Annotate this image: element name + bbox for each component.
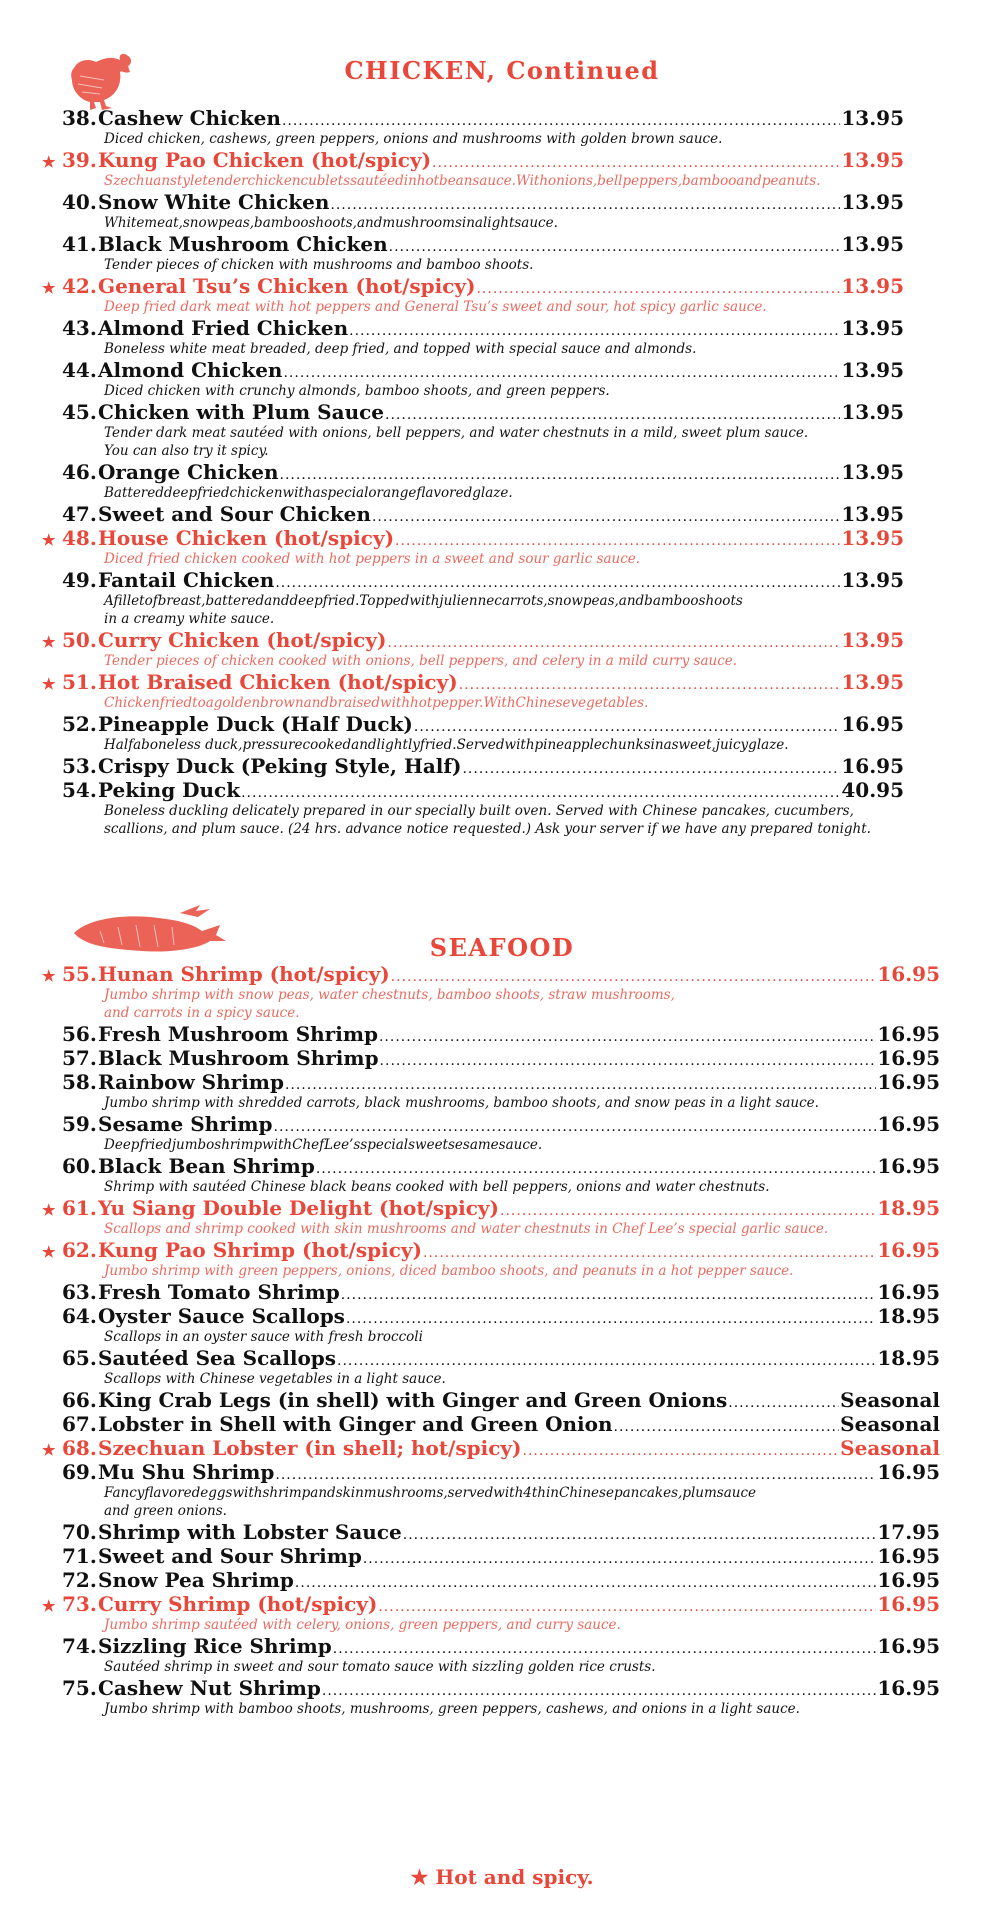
menu-item-description: Scallops and shrimp cooked with skin mushrooms and water chestnuts in Chef Lee’s special garlic sauce. bbox=[104, 1221, 829, 1237]
menu-item-price: Seasonal bbox=[840, 1436, 940, 1460]
menu-item bbox=[34, 190, 904, 232]
menu-item-row bbox=[34, 1154, 940, 1178]
menu-item-row bbox=[34, 778, 904, 802]
menu-item-name: Fresh Tomato Shrimp bbox=[98, 1280, 340, 1304]
menu-item-row bbox=[34, 1568, 940, 1592]
hot-spicy-star-icon: ★ bbox=[42, 967, 56, 985]
menu-item-number: 69. bbox=[62, 1460, 97, 1484]
hot-spicy-star-icon: ★ bbox=[42, 675, 56, 693]
hot-spicy-star-icon: ★ bbox=[42, 531, 56, 549]
menu-item-row bbox=[34, 1112, 940, 1136]
menu-item-description: Deep fried dark meat with hot peppers and General Tsu’s sweet and sour, hot spicy garlic sauce. bbox=[104, 299, 767, 315]
menu-item-row bbox=[34, 400, 904, 424]
menu-item bbox=[34, 1304, 940, 1346]
menu-item bbox=[34, 1436, 940, 1460]
hot-and-spicy-legend: ★ Hot and spicy. bbox=[410, 1865, 594, 1889]
menu-item-name: Crispy Duck (Peking Style, Half) bbox=[98, 754, 462, 778]
menu-item-description: Diced fried chicken cooked with hot peppers in a sweet and sour garlic sauce. bbox=[104, 551, 641, 567]
menu-item bbox=[34, 628, 904, 670]
menu-item-description: Jumbo shrimp with shredded carrots, black mushrooms, bamboo shoots, and snow peas in a light sauce. bbox=[104, 1095, 819, 1111]
menu-item bbox=[34, 106, 904, 148]
hot-spicy-star-icon: ★ bbox=[42, 1243, 56, 1261]
menu-item-price: 16.95 bbox=[841, 712, 904, 736]
menu-item-row bbox=[34, 754, 904, 778]
menu-item-number: 71. bbox=[62, 1544, 97, 1568]
menu-item-row bbox=[34, 1676, 940, 1700]
dot-leader bbox=[614, 1415, 840, 1439]
menu-item-price: 16.95 bbox=[877, 1112, 940, 1136]
menu-item-description: Afilletofbreast,batteredanddeepfried.Toppedwithjuliennecarrots,snowpeas,andbambooshoots in a creamy white sauce. bbox=[104, 593, 743, 627]
menu-item-number: 70. bbox=[62, 1520, 97, 1544]
menu-item-price: 16.95 bbox=[877, 1634, 940, 1658]
menu-item bbox=[34, 1280, 940, 1304]
menu-item-name: Cashew Nut Shrimp bbox=[98, 1676, 321, 1700]
menu-item-row bbox=[34, 1436, 940, 1460]
hot-spicy-star-icon: ★ bbox=[42, 633, 56, 651]
menu-item bbox=[34, 232, 904, 274]
menu-item bbox=[34, 712, 904, 754]
dot-leader bbox=[346, 1307, 876, 1331]
menu-item-price: 16.95 bbox=[877, 1070, 940, 1094]
menu-item-name: Chicken with Plum Sauce bbox=[98, 400, 385, 424]
menu-item-description: Diced chicken, cashews, green peppers, onions and mushrooms with golden brown sauce. bbox=[104, 131, 723, 147]
menu-item bbox=[34, 1154, 940, 1196]
menu-item-number: 73. bbox=[62, 1592, 97, 1616]
menu-item-name: Pineapple Duck (Half Duck) bbox=[98, 712, 413, 736]
menu-item-number: 66. bbox=[62, 1388, 97, 1412]
menu-item-row bbox=[34, 962, 940, 986]
menu-item bbox=[34, 1592, 940, 1634]
menu-item-description: Whitemeat,snowpeas,bambooshoots,andmushroomsinalightsauce. bbox=[104, 215, 558, 231]
menu-item-name: Kung Pao Chicken (hot/spicy) bbox=[98, 148, 432, 172]
menu-item-description: Scallops with Chinese vegetables in a light sauce. bbox=[104, 1371, 446, 1387]
menu-item-number: 54. bbox=[62, 778, 97, 802]
menu-item bbox=[34, 502, 904, 526]
menu-item-number: 47. bbox=[62, 502, 97, 526]
menu-item-number: 55. bbox=[62, 962, 97, 986]
menu-item-price: 13.95 bbox=[841, 232, 904, 256]
menu-item bbox=[34, 754, 904, 778]
chicken-menu-list bbox=[34, 106, 904, 838]
seafood-section-title: SEAFOOD bbox=[429, 933, 575, 962]
menu-item-name: Orange Chicken bbox=[98, 460, 279, 484]
menu-item-name: Curry Chicken (hot/spicy) bbox=[98, 628, 387, 652]
menu-item-row bbox=[34, 670, 904, 694]
menu-item bbox=[34, 1238, 940, 1280]
menu-item-name: Lobster in Shell with Ginger and Green Onion bbox=[98, 1412, 613, 1436]
menu-item-number: 58. bbox=[62, 1070, 97, 1094]
menu-item-description: Jumbo shrimp with bamboo shoots, mushrooms, green peppers, cashews, and onions in a light sauce. bbox=[104, 1701, 800, 1717]
menu-item-row bbox=[34, 1196, 940, 1220]
menu-item-row bbox=[34, 628, 904, 652]
menu-item-number: 41. bbox=[62, 232, 97, 256]
dot-leader bbox=[341, 1283, 877, 1307]
menu-item-price: 16.95 bbox=[877, 962, 940, 986]
dot-leader bbox=[380, 1049, 877, 1073]
menu-item-name: General Tsu’s Chicken (hot/spicy) bbox=[98, 274, 476, 298]
menu-item-number: 75. bbox=[62, 1676, 97, 1700]
menu-item-name: Sesame Shrimp bbox=[98, 1112, 273, 1136]
dot-leader bbox=[462, 757, 840, 781]
menu-item-row bbox=[34, 502, 904, 526]
menu-item-name: Szechuan Lobster (in shell; hot/spicy) bbox=[98, 1436, 522, 1460]
menu-item-number: 65. bbox=[62, 1346, 97, 1370]
menu-item-name: Hunan Shrimp (hot/spicy) bbox=[98, 962, 390, 986]
menu-item-name: Cashew Chicken bbox=[98, 106, 281, 130]
menu-item-row bbox=[34, 1520, 940, 1544]
menu-item-price: 17.95 bbox=[877, 1520, 940, 1544]
dot-leader bbox=[728, 1391, 839, 1415]
menu-item-row bbox=[34, 1592, 940, 1616]
menu-item-row bbox=[34, 712, 904, 736]
menu-item-row bbox=[34, 190, 904, 214]
menu-item-number: 64. bbox=[62, 1304, 97, 1328]
menu-item-name: Fresh Mushroom Shrimp bbox=[98, 1022, 378, 1046]
menu-item-number: 67. bbox=[62, 1412, 97, 1436]
menu-item bbox=[34, 962, 940, 1022]
hot-spicy-star-icon: ★ bbox=[42, 153, 56, 171]
menu-item-price: Seasonal bbox=[840, 1412, 940, 1436]
menu-item-description: Shrimp with sautéed Chinese black beans cooked with bell peppers, onions and water chestnuts. bbox=[104, 1179, 770, 1195]
menu-item bbox=[34, 1346, 940, 1388]
menu-item bbox=[34, 568, 904, 628]
menu-item-name: Curry Shrimp (hot/spicy) bbox=[98, 1592, 378, 1616]
menu-item-name: Rainbow Shrimp bbox=[98, 1070, 284, 1094]
menu-item-number: 60. bbox=[62, 1154, 97, 1178]
menu-item-price: 18.95 bbox=[877, 1346, 940, 1370]
menu-item-price: 13.95 bbox=[841, 526, 904, 550]
menu-item-price: 13.95 bbox=[841, 568, 904, 592]
menu-item-price: 16.95 bbox=[877, 1544, 940, 1568]
dot-leader bbox=[379, 1025, 876, 1049]
menu-item-name: Black Mushroom Chicken bbox=[98, 232, 388, 256]
menu-item-number: 61. bbox=[62, 1196, 97, 1220]
menu-item-row bbox=[34, 1634, 940, 1658]
menu-item-row bbox=[34, 316, 904, 340]
menu-item-row bbox=[34, 1022, 940, 1046]
menu-item-row bbox=[34, 274, 904, 298]
menu-item-row bbox=[34, 1346, 940, 1370]
menu-item-price: 16.95 bbox=[877, 1238, 940, 1262]
menu-item-name: Oyster Sauce Scallops bbox=[98, 1304, 345, 1328]
menu-item-price: 18.95 bbox=[877, 1196, 940, 1220]
menu-item-number: 56. bbox=[62, 1022, 97, 1046]
menu-item-price: 40.95 bbox=[841, 778, 904, 802]
menu-item-name: Sweet and Sour Shrimp bbox=[98, 1544, 362, 1568]
menu-item-description: Tender dark meat sautéed with onions, bell peppers, and water chestnuts in a mild, sweet plum sauce. You can also try it spicy. bbox=[104, 425, 809, 459]
menu-item-number: 63. bbox=[62, 1280, 97, 1304]
menu-item-description: Scallops in an oyster sauce with fresh broccoli bbox=[104, 1329, 423, 1345]
menu-item-number: 48. bbox=[62, 526, 97, 550]
menu-item-price: 16.95 bbox=[877, 1046, 940, 1070]
menu-item-number: 39. bbox=[62, 148, 97, 172]
menu-item-number: 45. bbox=[62, 400, 97, 424]
menu-item-price: 13.95 bbox=[841, 628, 904, 652]
menu-item-name: Almond Chicken bbox=[98, 358, 283, 382]
menu-item-price: 16.95 bbox=[841, 754, 904, 778]
menu-item-number: 53. bbox=[62, 754, 97, 778]
menu-item-number: 59. bbox=[62, 1112, 97, 1136]
menu-item-description: Jumbo shrimp with green peppers, onions, diced bamboo shoots, and peanuts in a hot pepper sauce. bbox=[104, 1263, 794, 1279]
menu-item-price: 13.95 bbox=[841, 502, 904, 526]
menu-item-price: 16.95 bbox=[877, 1280, 940, 1304]
menu-item bbox=[34, 460, 904, 502]
menu-item bbox=[34, 1022, 940, 1046]
hot-spicy-star-icon: ★ bbox=[42, 1441, 56, 1459]
seafood-menu-list bbox=[34, 962, 940, 1718]
menu-item bbox=[34, 1520, 940, 1544]
menu-item-description: Diced chicken with crunchy almonds, bamboo shoots, and green peppers. bbox=[104, 383, 610, 399]
menu-item-row bbox=[34, 568, 904, 592]
menu-item bbox=[34, 316, 904, 358]
menu-item-row bbox=[34, 1070, 940, 1094]
dot-leader bbox=[403, 1523, 877, 1547]
menu-item bbox=[34, 1196, 940, 1238]
hot-spicy-star-icon: ★ bbox=[42, 1597, 56, 1615]
menu-item-description: Chickenfriedtoagoldenbrownandbraisedwithhotpepper.WithChinesevegetables. bbox=[104, 695, 649, 711]
menu-item-price: 13.95 bbox=[841, 400, 904, 424]
menu-item-description: Fancyflavoredeggswithshrimpandskinmushrooms,servedwith4thinChinesepancakes,plumsauce and green onions. bbox=[104, 1485, 757, 1519]
menu-item-name: House Chicken (hot/spicy) bbox=[98, 526, 395, 550]
menu-item-price: 13.95 bbox=[841, 358, 904, 382]
menu-item-description: Sautéed shrimp in sweet and sour tomato sauce with sizzling golden rice crusts. bbox=[104, 1659, 656, 1675]
menu-item-description: DeepfriedjumboshrimpwithChefLee’sspecialsweetsesamesauce. bbox=[104, 1137, 543, 1153]
menu-item-row bbox=[34, 1544, 940, 1568]
menu-item-name: Kung Pao Shrimp (hot/spicy) bbox=[98, 1238, 422, 1262]
menu-item bbox=[34, 1460, 940, 1520]
menu-item bbox=[34, 1412, 940, 1436]
chicken-section-title: CHICKEN, Continued bbox=[344, 56, 660, 85]
menu-item-price: 13.95 bbox=[841, 670, 904, 694]
menu-item-row bbox=[34, 148, 904, 172]
menu-item bbox=[34, 526, 904, 568]
menu-item-row bbox=[34, 1304, 940, 1328]
dot-leader bbox=[523, 1439, 840, 1463]
menu-item-price: 16.95 bbox=[877, 1154, 940, 1178]
menu-item-name: Black Bean Shrimp bbox=[98, 1154, 315, 1178]
menu-item-name: King Crab Legs (in shell) with Ginger and Green Onions bbox=[98, 1388, 728, 1412]
menu-item-number: 44. bbox=[62, 358, 97, 382]
menu-item-row bbox=[34, 1388, 940, 1412]
menu-item-row bbox=[34, 1280, 940, 1304]
dot-leader bbox=[295, 1571, 876, 1595]
menu-item-name: Peking Duck bbox=[98, 778, 241, 802]
menu-item-description: Battereddeepfriedchickenwithaspecialorangeflavoredglaze. bbox=[104, 485, 513, 501]
menu-item-number: 74. bbox=[62, 1634, 97, 1658]
menu-item-name: Sweet and Sour Chicken bbox=[98, 502, 371, 526]
menu-item bbox=[34, 1388, 940, 1412]
menu-item-number: 52. bbox=[62, 712, 97, 736]
menu-item-row bbox=[34, 232, 904, 256]
menu-item-name: Almond Fried Chicken bbox=[98, 316, 349, 340]
menu-item bbox=[34, 1112, 940, 1154]
menu-item bbox=[34, 358, 904, 400]
menu-item-row bbox=[34, 1046, 940, 1070]
menu-item-name: Yu Siang Double Delight (hot/spicy) bbox=[98, 1196, 500, 1220]
menu-item-name: Black Mushroom Shrimp bbox=[98, 1046, 379, 1070]
menu-item-name: Sizzling Rice Shrimp bbox=[98, 1634, 332, 1658]
menu-item-name: Mu Shu Shrimp bbox=[98, 1460, 275, 1484]
menu-item bbox=[34, 400, 904, 460]
menu-item bbox=[34, 1676, 940, 1718]
menu-item-number: 40. bbox=[62, 190, 97, 214]
menu-item bbox=[34, 778, 904, 838]
hot-spicy-star-icon: ★ bbox=[42, 279, 56, 297]
menu-item-name: Snow Pea Shrimp bbox=[98, 1568, 294, 1592]
menu-item-price: 16.95 bbox=[877, 1592, 940, 1616]
menu-item-price: 13.95 bbox=[841, 190, 904, 214]
menu-item-description: Boneless duckling delicately prepared in our specially built oven. Served with Chinese pancakes, cucumbers, scallions, and plum sauce. (24 hrs. advance notice requested.) Ask your server if we have any prepared tonight. bbox=[104, 803, 871, 837]
menu-item-row bbox=[34, 1412, 940, 1436]
menu-item-name: Hot Braised Chicken (hot/spicy) bbox=[98, 670, 458, 694]
menu-item-description: Szechuanstyletenderchickencubletssautéedinhotbeansauce.Withonions,bellpeppers,bambooandpeanuts. bbox=[104, 173, 821, 189]
menu-item-price: 18.95 bbox=[877, 1304, 940, 1328]
menu-item bbox=[34, 1046, 940, 1070]
hot-spicy-star-icon: ★ bbox=[42, 1201, 56, 1219]
menu-item-price: 16.95 bbox=[877, 1676, 940, 1700]
menu-item-price: 13.95 bbox=[841, 106, 904, 130]
menu-item-number: 46. bbox=[62, 460, 97, 484]
menu-item-price: 13.95 bbox=[841, 274, 904, 298]
menu-item-description: Jumbo shrimp sautéed with celery, onions, green peppers, and curry sauce. bbox=[104, 1617, 621, 1633]
menu-item-number: 72. bbox=[62, 1568, 97, 1592]
menu-item-price: 16.95 bbox=[877, 1460, 940, 1484]
menu-item-name: Fantail Chicken bbox=[98, 568, 275, 592]
menu-item-description: Tender pieces of chicken with mushrooms and bamboo shoots. bbox=[104, 257, 534, 273]
menu-item-number: 57. bbox=[62, 1046, 97, 1070]
menu-item-name: Sautéed Sea Scallops bbox=[98, 1346, 337, 1370]
menu-item-row bbox=[34, 1460, 940, 1484]
menu-item-number: 49. bbox=[62, 568, 97, 592]
menu-item-price: 13.95 bbox=[841, 148, 904, 172]
menu-item-description: Tender pieces of chicken cooked with onions, bell peppers, and celery in a mild curry sauce. bbox=[104, 653, 738, 669]
menu-item bbox=[34, 1568, 940, 1592]
dot-leader bbox=[372, 505, 840, 529]
menu-item-price: 13.95 bbox=[841, 460, 904, 484]
menu-item-name: Snow White Chicken bbox=[98, 190, 330, 214]
menu-item-row bbox=[34, 460, 904, 484]
menu-item-description: Halfaboneless duck,pressurecookedandlightlyfried.Servedwithpineapplechunksinasweet,juicyglaze. bbox=[104, 737, 789, 753]
dot-leader bbox=[363, 1547, 877, 1571]
menu-item-number: 38. bbox=[62, 106, 97, 130]
menu-item bbox=[34, 670, 904, 712]
menu-item-price: 16.95 bbox=[877, 1022, 940, 1046]
menu-item bbox=[34, 274, 904, 316]
menu-item bbox=[34, 1634, 940, 1676]
menu-item-number: 51. bbox=[62, 670, 97, 694]
menu-item bbox=[34, 148, 904, 190]
menu-item-row bbox=[34, 526, 904, 550]
menu-item-name: Shrimp with Lobster Sauce bbox=[98, 1520, 402, 1544]
menu-item-number: 42. bbox=[62, 274, 97, 298]
menu-item bbox=[34, 1070, 940, 1112]
menu-item-row bbox=[34, 358, 904, 382]
menu-item-number: 50. bbox=[62, 628, 97, 652]
menu-item-row bbox=[34, 106, 904, 130]
menu-item-price: 13.95 bbox=[841, 316, 904, 340]
menu-item-price: 16.95 bbox=[877, 1568, 940, 1592]
menu-item-row bbox=[34, 1238, 940, 1262]
menu-item-price: Seasonal bbox=[840, 1388, 940, 1412]
menu-item-description: Boneless white meat breaded, deep fried, and topped with special sauce and almonds. bbox=[104, 341, 697, 357]
menu-item bbox=[34, 1544, 940, 1568]
menu-item-number: 62. bbox=[62, 1238, 97, 1262]
menu-item-description: Jumbo shrimp with snow peas, water chestnuts, bamboo shoots, straw mushrooms, and carrots in a spicy sauce. bbox=[104, 987, 675, 1021]
menu-item-number: 68. bbox=[62, 1436, 97, 1460]
menu-item-number: 43. bbox=[62, 316, 97, 340]
